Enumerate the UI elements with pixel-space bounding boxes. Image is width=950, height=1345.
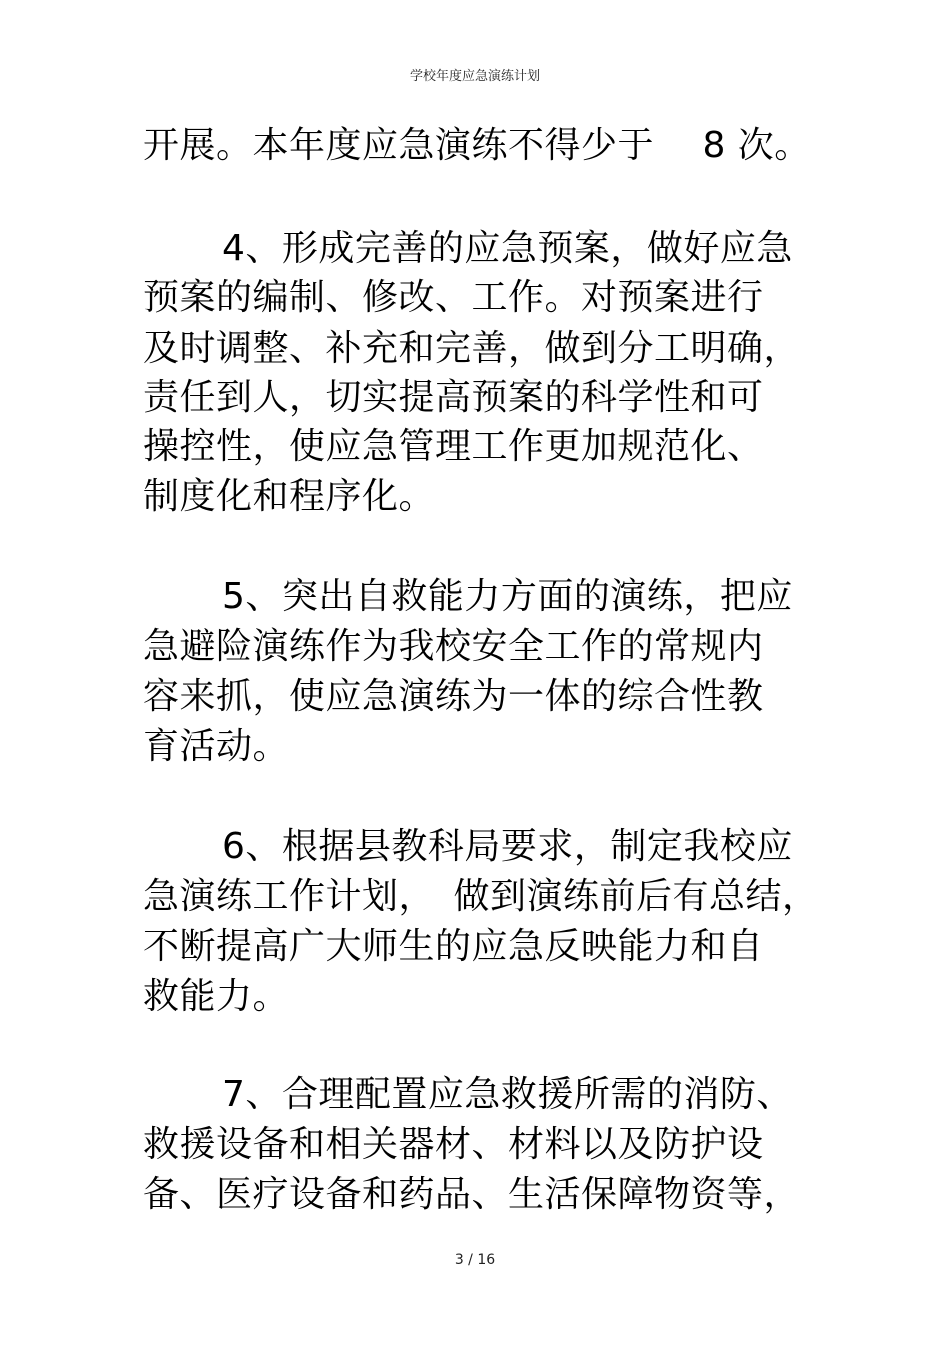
text-line: 急演练工作计划， 做到演练前后有总结， [143,876,819,917]
paragraph-4-line-1: 4、形成完善的应急预案，做好应急 [222,228,793,269]
text-line: 容来抓，使应急演练为一体的综合性教 [143,676,764,717]
text-line: 不断提高广大师生的应急反映能力和自 [143,926,764,967]
paragraph-6-line-1: 6、根据县教科局要求，制定我校应 [222,826,793,867]
text-line: 预案的编制、修改、工作。对预案进行 [143,277,764,318]
text-line: 开展。本年度应急演练不得少于 8 次。 [143,125,811,166]
paragraph-7-line-1: 7、合理配置应急救援所需的消防、 [222,1074,793,1115]
text-line: 育活动。 [143,726,290,767]
page-number: 3 / 16 [454,1252,496,1268]
text-line: 制度化和程序化。 [143,476,436,517]
text-line: 救能力。 [143,976,290,1017]
text-line: 救援设备和相关器材、材料以及防护设 [143,1124,764,1165]
text-line: 急避险演练作为我校安全工作的常规内 [143,626,764,667]
paragraph-5-line-1: 5、突出自救能力方面的演练，把应 [222,576,793,617]
text-line: 备、医疗设备和药品、生活保障物资等， [143,1174,801,1215]
text-line: 及时调整、补充和完善，做到分工明确， [143,328,801,369]
document-header-title: 学校年度应急演练计划 [409,69,540,84]
text-line: 责任到人，切实提高预案的科学性和可 [143,377,764,418]
text-line: 操控性，使应急管理工作更加规范化、 [143,426,764,467]
